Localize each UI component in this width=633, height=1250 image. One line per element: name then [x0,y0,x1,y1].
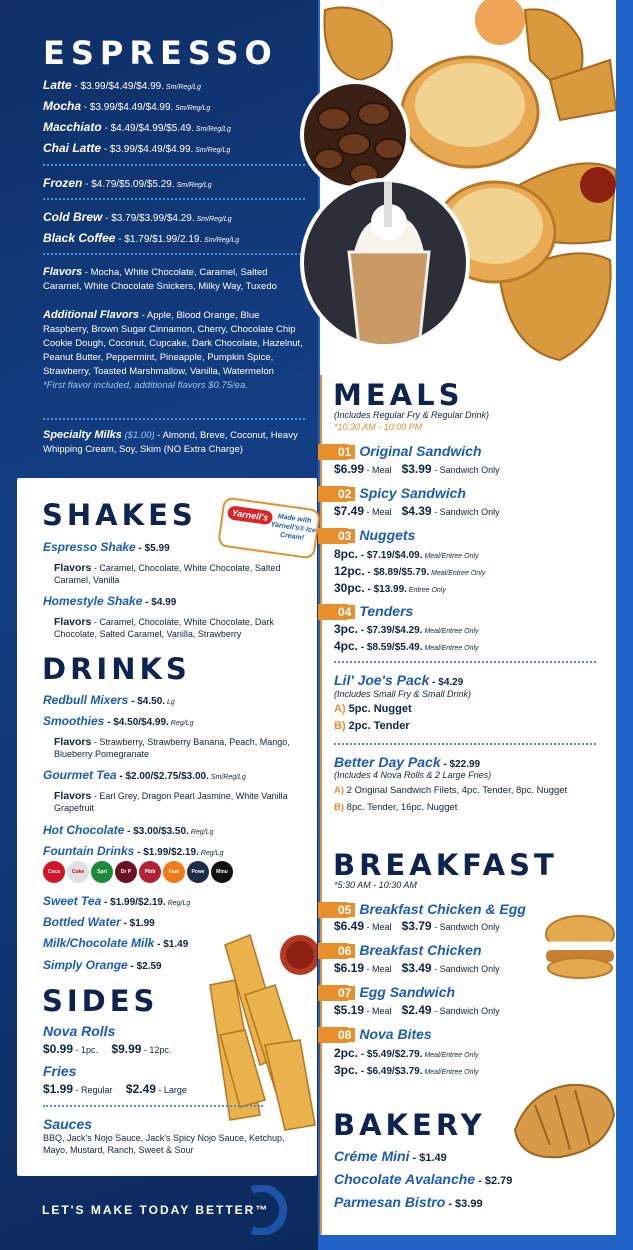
tea-flavors: Flavors - Earl Grey, Dragon Pearl Jasmine, White Vanilla Grapefruit [54,790,288,813]
meal-item: 05 Breakfast Chicken & Egg [334,901,526,917]
menu-item: Fountain Drinks - $1.99/$2.19. Reg/Lg [43,844,224,858]
price-line: 3pc. - $7.39/$4.29. Meal/Entree Only [334,622,479,636]
espresso-title: ESPRESSO [43,34,278,72]
divider [43,164,305,166]
menu-item: Fries [43,1063,77,1079]
menu-item: Mocha - $3.99/$4.49/$4.99. Sm/Reg/Lg [43,99,211,113]
meal-prices: $6.19 - Meal $3.49 - Sandwich Only [334,961,500,975]
option-line: A) 5pc. Nugget [334,703,412,715]
meal-prices: $6.49 - Meal $3.79 - Sandwich Only [334,919,500,933]
meal-item: 03 Nuggets [334,527,415,543]
meal-item: 04 Tenders [334,603,413,619]
menu-item: Espresso Shake - $5.99 [43,540,170,554]
menu-item: Cold Brew - $3.79/$3.99/$4.29. Sm/Reg/Lg [43,210,232,224]
shakes-title: SHAKES [42,498,197,532]
sides-title: SIDES [42,984,159,1018]
menu-item: Sweet Tea - $1.99/$2.19. Reg/Lg [43,894,191,908]
soda-logo: Coca [43,861,65,883]
menu-item: Black Coffee - $1.79/$1.99/2.19. Sm/Reg/Lg [43,231,240,245]
pastry-image [510,1075,616,1165]
price-line: 4pc. - $8.59/$5.49. Meal/Entree Only [334,639,479,653]
pack-subtitle: (Includes Small Fry & Small Drink) [334,689,472,699]
meals-time: *10:30 AM - 10:00 PM [334,422,423,432]
bakery-item: Créme Mini - $1.49 [334,1148,447,1164]
menu-item: Homestyle Shake - $4.99 [43,594,177,608]
divider [43,1105,263,1107]
price-line: 12pc. - $8.89/$5.79. Meal/Entree Only [334,564,486,578]
fries-image [205,925,317,1135]
menu-item: Gourmet Tea - $2.00/$2.75/$3.00. Sm/Reg/Lg [43,768,246,782]
price-line: 3pc. - $6.49/$3.79. Meal/Entree Only [334,1063,479,1077]
option-line: A) 2 Original Sandwich Filets, 4pc. Tender, 8pc. Nugget [334,785,568,796]
menu-item: Latte - $3.99/$4.49/$4.99. Sm/Reg/Lg [43,78,201,92]
footer-slogan: LET'S MAKE TODAY BETTER™ [42,1203,270,1217]
menu-item: Smoothies - $4.50/$4.99. Reg/Lg [43,714,194,728]
meals-subtitle: (Includes Regular Fry & Regular Drink) [334,410,490,420]
sauces-list: BBQ, Jack's Nojo Sauce, Jack's Spicy Nojo Sauce, Ketchup, Mayo, Mustard, Ranch, Sweet & Sour [43,1133,285,1155]
flavors-text: Flavors - Mocha, White Chocolate, Caramel, Salted Caramel, White Chocolate Snickers, Milky Way, Tuxedo [43,266,277,292]
option-line: B) 2pc. Tender [334,720,410,732]
meals-title: MEALS [333,378,464,412]
shake-flavors: Flavors - Caramel, Chocolate, White Chocolate, Dark Chocolate, Salted Caramel, Vanilla, Strawberry [54,616,274,639]
menu-item: Hot Chocolate - $3.00/$3.50. Reg/Lg [43,823,214,837]
menu-item: Sauces [43,1116,93,1132]
smoothie-flavors: Flavors - Strawberry, Strawberry Banana, Peach, Mango, Blueberry Pomegranate [54,736,290,759]
soda-logo: Pibb [139,861,161,883]
badge-text: Made with Yarnell's® Ice Cream! [270,513,317,542]
menu-item: Simply Orange - $2.59 [43,958,162,972]
divider [43,198,305,200]
menu-item: Macchiato - $4.49/$4.99/$5.49. Sm/Reg/Lg [43,120,231,134]
yarnells-logo: Yarnell's [227,505,273,525]
divider [334,661,596,663]
meal-item: 02 Spicy Sandwich [334,485,466,501]
price-line: 30pc. - $13.99. Entree Only [334,581,446,595]
divider [43,418,305,420]
meal-item: Lil' Joe's Pack - $4.29 [334,672,464,688]
price-line: 2pc. - $5.49/$2.79. Meal/Entree Only [334,1046,479,1060]
rolls-prices: $0.99 - 1pc. $9.99 - 12pc. [43,1042,172,1056]
soda-logo: Dr P [115,861,137,883]
menu-item: Redbull Mixers - $4.50. Lg [43,693,175,707]
divider [43,253,305,255]
iced-coffee-image [300,178,470,348]
meal-item: 06 Breakfast Chicken [334,942,482,958]
additional-flavors-text: Additional Flavors - Apple, Blood Orange, Blue Raspberry, Brown Sugar Cinnamon, Cherry, Chocolate Chip Cookie Dough, Coconut, Cupcake, Dark Chocolate, Hazelnut, Peanut Butter, Peppermint, Pineapple, Pumpkin Spice, Strawberry, Toasted Marshmallow, Vanilla, Watermelon *First flavor included, additional flavors $0.75/ea. [43,309,303,391]
shake-flavors: Flavors - Caramel, Chocolate, White Chocolate, Salted Caramel, Vanilla [54,562,281,585]
pack-subtitle: (Includes 4 Nova Rolls & 2 Large Fries) [334,770,492,780]
bakery-item: Parmesan Bistro - $3.99 [334,1194,483,1210]
menu-item: Chai Latte - $3.99/$4.49/$4.99. Sm/Reg/Lg [43,141,231,155]
option-line: B) 8pc. Tender, 16pc. Nugget [334,802,458,813]
coffee-beans-image [300,80,410,190]
meal-item: 01 Original Sandwich [334,443,482,459]
soda-logos [43,861,235,883]
meal-prices: $5.19 - Meal $2.49 - Sandwich Only [334,1003,500,1017]
soda-logo: Coke [67,861,89,883]
breakfast-time: *5:30 AM - 10:30 AM [334,880,417,890]
menu-item: Bottled Water - $1.99 [43,915,155,929]
menu-item: Milk/Chocolate Milk - $1.49 [43,936,189,950]
iced-coffee-icon [304,182,470,348]
bakery-title: BAKERY [333,1108,486,1142]
meal-item: 07 Egg Sandwich [334,984,455,1000]
bakery-item: Chocolate Avalanche - $2.79 [334,1171,513,1187]
divider [334,743,596,745]
soda-logo: Powe [187,861,209,883]
meal-prices: $7.49 - Meal $4.39 - Sandwich Only [334,504,500,518]
meal-prices: $6.99 - Meal $3.99 - Sandwich Only [334,462,500,476]
meal-item: Better Day Pack - $22.99 [334,754,481,770]
price-line: 8pc. - $7.19/$4.09. Meal/Entree Only [334,547,479,561]
specialty-milks-text: Specialty Milks ($1.00) - Almond, Breve, Coconut, Heavy Whipping Cream, Soy, Skim (NO Extra Charge) [43,429,298,455]
drinks-title: DRINKS [42,652,191,686]
menu-item: Nova Rolls [43,1023,116,1039]
breakfast-sandwich-image [540,912,616,982]
breakfast-title: BREAKFAST [333,848,558,882]
brand-mark-icon [242,1185,302,1235]
soda-logo: Fant [163,861,185,883]
meal-item: 08 Nova Bites [334,1026,432,1042]
soda-logo: Minu [211,861,233,883]
menu-item: Frozen - $4.79/$5.09/$5.29. Sm/Reg/Lg [43,176,212,190]
fries-prices: $1.99 - Regular $2.49 - Large [43,1082,187,1096]
soda-logo: Spri [91,861,113,883]
